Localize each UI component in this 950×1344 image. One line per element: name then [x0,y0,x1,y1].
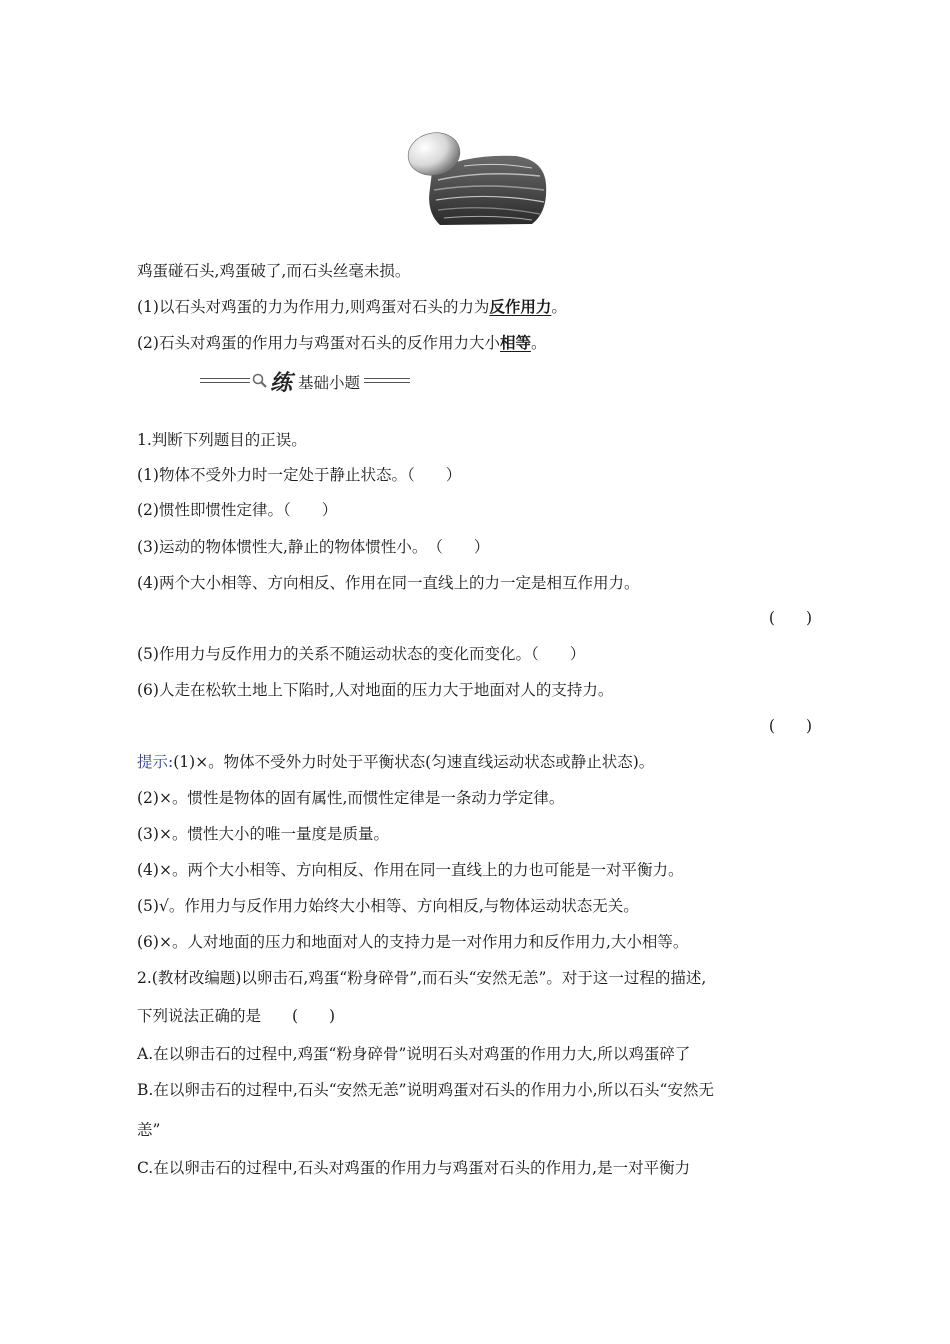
intro-question-2: (2)石头对鸡蛋的作用力与鸡蛋对石头的反作用力大小相等。 [137,333,547,352]
question-1-item-3: (3)运动的物体惯性大,静止的物体惯性小。 （ ） [137,538,490,556]
option-b-cont: 恙” [137,1121,161,1139]
magnifier-icon [252,373,268,389]
section-banner [200,368,412,394]
hint-4: (4)×。两个大小相等、方向相反、作用在同一直线上的力也可能是一对平衡力。 [137,861,684,879]
banner-title: 基础小题 [298,374,361,392]
question-2-stem-cont: 下列说法正确的是 ( ) [137,1007,336,1025]
hint-5: (5)√。作用力与反作用力始终大小相等、方向相反,与物体运动状态无关。 [137,897,639,915]
answer-blank-item-6: ( ) [768,717,812,735]
answer-reaction-force: 反作用力 [489,297,552,316]
intro-question-1: (1)以石头对鸡蛋的力为作用力,则鸡蛋对石头的力为反作用力。 [137,297,567,316]
question-1-item-2: (2)惯性即惯性定律。（ ） [137,501,338,519]
egg-on-stone-illustration [404,128,550,228]
option-a: A.在以卵击石的过程中,鸡蛋“粉身碎骨”说明石头对鸡蛋的作用力大,所以鸡蛋碎了 [137,1045,691,1063]
intro-statement: 鸡蛋碰石头,鸡蛋破了,而石头丝毫未损。 [137,262,411,280]
question-1-stem: 1.判断下列题目的正误。 [137,431,307,449]
question-2-stem: 2.(教材改编题)以卵击石,鸡蛋“粉身碎骨”,而石头“安然无恙”。对于这一过程的描述, [137,969,707,987]
hint-label: 提示: [137,753,174,771]
answer-equal: 相等 [499,333,531,352]
practice-glyph: 练 [270,370,293,396]
question-1-item-5: (5)作用力与反作用力的关系不随运动状态的变化而变化。（ ） [137,645,586,663]
option-b: B.在以卵击石的过程中,石头“安然无恙”说明鸡蛋对石头的作用力小,所以石头“安然无 [137,1081,714,1099]
hint-1: 提示:(1)×。物体不受外力时处于平衡状态(匀速直线运动状态或静止状态)。 [137,753,655,771]
question-1-item-4: (4)两个大小相等、方向相反、作用在同一直线上的力一定是相互作用力。 [137,574,640,592]
hint-3: (3)×。惯性大小的唯一量度是质量。 [137,825,389,843]
answer-blank-item-4: ( ) [768,609,812,627]
hint-6: (6)×。人对地面的压力和地面对人的支持力是一对作用力和反作用力,大小相等。 [137,933,689,951]
question-1-item-6: (6)人走在松软土地上下陷时,人对地面的压力大于地面对人的支持力。 [137,681,614,699]
question-1-item-1: (1)物体不受外力时一定处于静止状态。（ ） [137,466,462,484]
hint-2: (2)×。惯性是物体的固有属性,而惯性定律是一条动力学定律。 [137,789,565,807]
option-c: C.在以卵击石的过程中,石头对鸡蛋的作用力与鸡蛋对石头的作用力,是一对平衡力 [137,1159,691,1177]
